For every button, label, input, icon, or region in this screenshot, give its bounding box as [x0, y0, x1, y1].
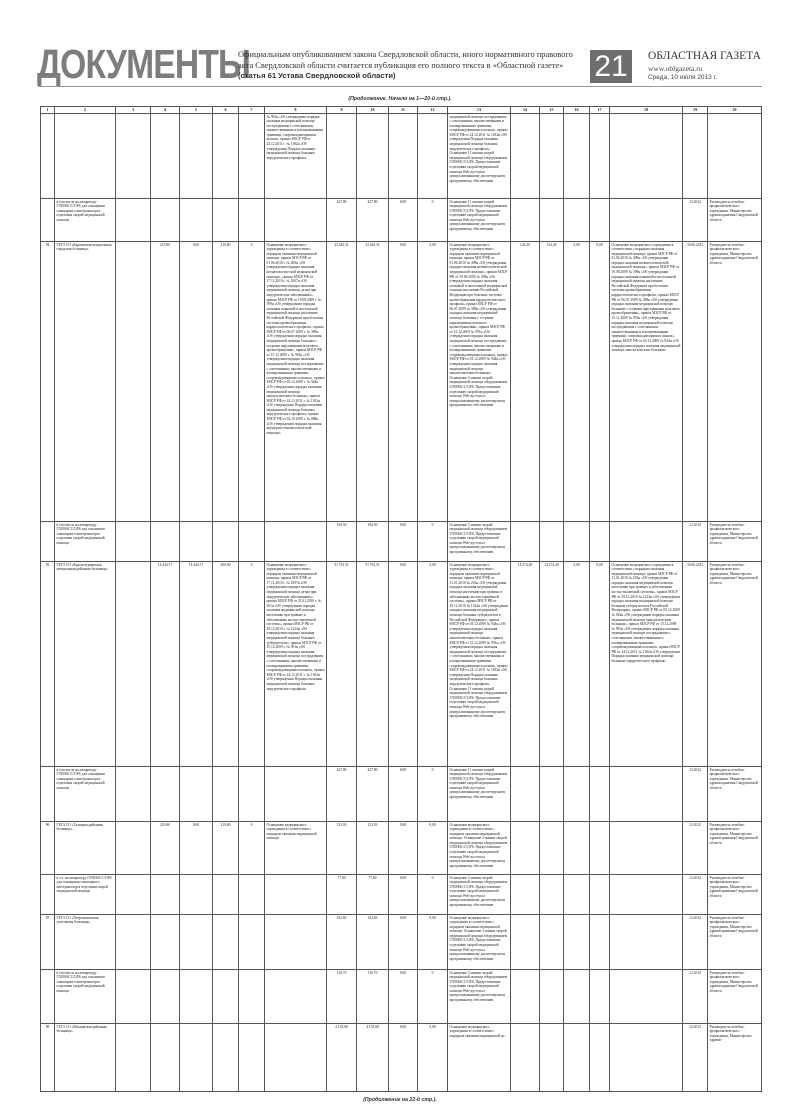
table-cell [540, 113, 564, 198]
table-cell: 97 [41, 914, 55, 969]
table-cell [590, 113, 610, 198]
column-header: 3 [116, 107, 151, 114]
table-cell [590, 521, 610, 561]
table-cell [213, 113, 239, 198]
table-cell: Руководитель лечебно-профилактического учреждения, Министерство здравоохранения Свердловской области [708, 198, 762, 241]
table-cell: 0,00 [418, 561, 448, 766]
column-header: 15 [540, 107, 564, 114]
table-cell: 162,83 [327, 914, 357, 969]
table-cell: 427,90 [327, 766, 357, 821]
table-cell [180, 1023, 213, 1091]
table-cell: 95 [41, 561, 55, 766]
table-cell: 194,50 [357, 521, 389, 561]
table-cell: 14 274,28 [511, 561, 540, 766]
table-cell: 123,93 [327, 821, 357, 874]
column-header: 10 [357, 107, 389, 114]
table-cell [265, 969, 327, 1023]
table-row [41, 969, 762, 1023]
table-cell: 12.2012 [683, 198, 708, 241]
column-header: 9 [327, 107, 357, 114]
table-cell: медицинской помощи пострадавшим с сочетанными, множественными и изолированными травмами, сопровождающимися шоком», приказ МЗСР РФ от 24.12.2011 № 1182н «Об утверждении Порядка оказания медицинской помощи больным хирургического профиля». Оснащение 11 машин скорой медицинской помощи оборудованием ГЛОНАСС/GPS. Предоставление отделению скорой медицинской помощи Web-доступа к централизованному диспетчерскому программному обеспечению [448, 113, 511, 198]
table-cell [116, 821, 151, 874]
table-cell [590, 821, 610, 874]
table-cell [180, 113, 213, 198]
table-cell [116, 241, 151, 521]
table-cell [41, 521, 55, 561]
table-cell [213, 914, 239, 969]
table-cell: ГБУЗ СО «Махневская районная больница» [55, 1023, 116, 1091]
table-cell: Оснащение медицинского учреждения в соответствии с порядком оказания медицинской помощи. Оснащение 3 машин скорой медицинской помощи оборудованием ГЛОНАСС/GPS. Предоставление отделению скорой медицинской помощи Web-доступа к централизованному диспетчерскому программному обеспечению [448, 914, 511, 969]
table-cell: 427,90 [357, 198, 389, 241]
section-title: ДОКУМЕНТЫ [37, 41, 251, 87]
table-cell: 0,00 [418, 241, 448, 521]
table-cell: № 991н «Об утверждении порядка оказания медицинской помощи пострадавшим с сочетанными, множественными и изолированными травмами, сопровождающимися шоком», приказ МЗСР РФ от 24.12.2011 г. № 1182н «Об утверждении Порядка оказания медицинской помощи больным хирургического профиля» [265, 113, 327, 198]
table-cell [564, 969, 590, 1023]
table-cell: 124,30 [540, 241, 564, 521]
table-cell [239, 969, 265, 1023]
table-cell: 0,00 [418, 821, 448, 874]
table-cell [151, 1023, 180, 1091]
table-cell: Оснащение медицинского учреждения в соответствии с порядком оказания медицинской помощи [265, 821, 327, 874]
table-cell [610, 521, 683, 561]
table-cell [239, 198, 265, 241]
table-cell: Оснащение медицинского учреждения в соответствии с порядком оказания медицинской помощи: приказ МЗСР РФ от 01.06.2010 № 409н «Об утверждении порядка оказания неонатологической медицинской помощи», приказ МЗСР РФ от 19.08.2009 № 599н «Об утверждении порядка оказания плановой и неотложной медицинской помощи населению Российской Федерации при болезнях системы кровообращения кардиологического профиля», приказ МЗСР РФ от 06.07.2009 № 389н «Об утверждении порядка оказания медицинской помощи больным с острыми нарушениями мозгового кровообращения», приказ МЗСР РФ от 15.12.2009 № 991н «Об утверждении порядка оказания медицинской помощи пострадавшим с сочетанными, множественными и изолированными травмами, сопровождающимися шоком», приказ МЗСР РФ от 03.12.2009 № 944н «Об утверждении порядка оказания медицинской помощи онкологическим больным» [610, 241, 683, 521]
table-cell: 219,80 [213, 241, 239, 521]
table-cell: 51 761,51 [327, 561, 357, 766]
table-cell [610, 766, 683, 821]
table-cell [41, 198, 55, 241]
table-cell: 0,00 [389, 766, 418, 821]
table-cell: 124,30 [511, 241, 540, 521]
table-cell: 0 [418, 521, 448, 561]
table-cell [151, 874, 180, 914]
column-header: 6 [213, 107, 239, 114]
table-cell [116, 198, 151, 241]
data-table [40, 106, 762, 1092]
table-cell: 219,80 [213, 821, 239, 874]
table-cell: 0,00 [180, 821, 213, 874]
table-cell [511, 821, 540, 874]
table-cell [389, 113, 418, 198]
table-cell: Оснащение медицинского учреждения в соответствии с порядком оказания медицинской помощи: приказ МЗСР РФ от 31.01.2010 № 201н «Об утверждении порядка оказания медицинской помощи населению при травмах и заболеваниях костно-мышечной системы», приказ МЗСР РФ от 29.12.2010 № 1224н «Об утверждении порядка оказания медицинской помощи больным туберкулезом в Российской Федерации», приказ МЗСР РФ от 03.12.2009 № 944н «Об утверждении порядка оказания медицинской помощи онкологическим больным», приказ МЗСР РФ от 15.12.2009 № 991н «Об утверждении порядка оказания медицинской помощи пострадавшим с сочетанными, множественными и изолированными травмами, сопровождающимися шоком», приказ МЗСР РФ от 24.12.2011 № 1182н «Об утверждении Порядка оказания медицинской помощи больным хирургического профиля» [610, 561, 683, 766]
table-row [41, 561, 762, 766]
table-cell [116, 113, 151, 198]
issue-date: Среда, 10 июля 2013 г. [648, 74, 717, 81]
table-cell: Оснащение медицинского учреждения в соответствии с порядком оказания медицинской по- [448, 1023, 511, 1091]
table-cell: 0,00 [389, 198, 418, 241]
table-cell: 194,50 [327, 521, 357, 561]
table-cell [239, 766, 265, 821]
table-cell [180, 198, 213, 241]
table-cell: в том числе на аппаратуру ГЛОНАСС/GPS для оснащения санитарного автотранспорта отделения скорой медицинской помощи [55, 198, 116, 241]
table-cell: Оснащение 2 машин скорой медицинской помощи оборудованием ГЛОНАСС/GPS. Предоставление отделению скорой медицинской помощи Web-доступа к централизованному диспетчерскому программному обеспечению [448, 874, 511, 914]
table-cell [511, 914, 540, 969]
table-cell [564, 914, 590, 969]
table-cell: Руководитель лечебно-профилактического учреждения, Министерство здравоохранения Свердловской области [708, 241, 762, 521]
table-cell: 4 135,68 [357, 1023, 389, 1091]
table-cell: 14 444,71 [151, 561, 180, 766]
table-cell: 0 [239, 561, 265, 766]
table-cell [683, 113, 708, 198]
table-cell [213, 521, 239, 561]
table-cell: Оснащение медицинского учреждения в соответствии с порядком оказания медицинской помощи: приказ МЗСР РФ от 01.06.2010 г. № 409н «Об утверждении порядка оказания неонатологической медицинской помощи», приказ МЗСР РФ от 17.11.2010 г. № 1007н «Об утверждении порядка оказания медицинской помощи детям при хирургических заболеваниях», приказ МЗСР РФ от 19.08.2009 г. № 599н «Об утверждении порядка оказания плановой и неотложной медицинской помощи населению Российской Федерации при болезнях системы кровообращения кардиологического профиля», приказ МЗСР РФ от 06.07.2009 г. № 389н «Об утверждении порядка оказания медицинской помощи больным с острыми нарушениями мозгового кровообращения», приказ МЗСР РФ от 15.12.2009 г. № 991н «Об утверждении порядка оказания медицинской помощи пострадавшим с сочетанными, множественными и изолированными травмами, сопровождающимися шоком», приказ МЗСР РФ от 03.12.2009 г. № 944н «Об утверждении порядка оказания медицинской помощи онкологическим больным», приказ МЗСР РФ от 24.12.2011 г. № 1182н «Об утверждении Порядка оказания медицинской помощи больным хирургического профиля», приказ МЗСР РФ от 02.10.2009 г. № 808н «Об утверждении порядка оказания акушерско-гинекологической помощи» [265, 241, 327, 521]
table-cell [610, 914, 683, 969]
table-cell: ГБУЗ СО «Петрокаменская участковая больница» [55, 914, 116, 969]
table-cell [213, 874, 239, 914]
table-cell: 0 [418, 766, 448, 821]
table-cell [239, 874, 265, 914]
table-cell: ГБУЗ СО «Карпинская центральная городская больница» [55, 241, 116, 521]
table-cell: 427,90 [327, 198, 357, 241]
table-cell: ГБУЗ СО «Талицкая районная больница» [55, 821, 116, 874]
column-header: 14 [511, 107, 540, 114]
table-cell: 123,93 [357, 821, 389, 874]
table-cell [357, 113, 389, 198]
table-cell: 23 445,31 [357, 241, 389, 521]
column-header: 8 [265, 107, 327, 114]
column-header: 18 [610, 107, 683, 114]
table-cell [590, 766, 610, 821]
table-row [41, 914, 762, 969]
table-cell [265, 914, 327, 969]
table-cell: 51 761,51 [357, 561, 389, 766]
table-cell: 0,00 [389, 561, 418, 766]
table-cell [564, 766, 590, 821]
table-cell: 98 [41, 1023, 55, 1091]
table-cell [265, 521, 327, 561]
table-cell: 0,00 [590, 241, 610, 521]
table-cell: Оснащение медицинского учреждения в соответствии с порядком оказания медицинской помощи: приказ МЗСР РФ от 17.11.2010 г. № 1007н «Об утверждении порядка оказания медицинской помощи детям при хирургических заболеваниях», приказ МЗСР РФ от 31.01.2010 г. № 201н «Об утверждении порядка оказания медицинской помощи населению при травмах и заболеваниях костно-мышечной системы», приказ МЗСР РФ от 29.12.2010 г. № 1224н «Об утверждении порядка оказания медицинской помощи больным туберкулезом», приказ МЗСР РФ от 15.12.2009 г. № 991н «Об утверждении порядка оказания медицинской помощи пострадавшим с сочетанными, множественными и изолированными травмами, сопровождающимися шоком», приказ МЗСР РФ от 24.12.2011 г. № 1182н «Об утверждении Порядка оказания медицинской помощи больным хирургического профиля» [265, 561, 327, 766]
table-cell: 14 444,71 [180, 561, 213, 766]
column-header: 13 [448, 107, 511, 114]
table-cell: 30.06.2013 [683, 561, 708, 766]
table-cell [540, 198, 564, 241]
column-header: 19 [683, 107, 708, 114]
continuation-bottom: (Продолжение на 22-й стр.). [363, 1097, 437, 1103]
column-header: 11 [389, 107, 418, 114]
table-cell [116, 969, 151, 1023]
table-cell [265, 874, 327, 914]
table-cell: 12.2012 [683, 874, 708, 914]
table-cell [41, 766, 55, 821]
table-cell [511, 1023, 540, 1091]
table-cell [540, 969, 564, 1023]
table-cell: 427,90 [357, 766, 389, 821]
table-cell [151, 766, 180, 821]
table-cell [564, 113, 590, 198]
table-cell [213, 1023, 239, 1091]
table-cell: Руководитель лечебно-профилактического учреждения, Министерство здравоохранения Свердловской области [708, 874, 762, 914]
table-cell [213, 969, 239, 1023]
table-cell: Оснащение 3 машин скорой медицинской помощи оборудованием ГЛОНАСС/GPS. Предоставление отделению скорой медицинской помощи Web-доступа к централизованному диспетчерскому программному обеспечению [448, 969, 511, 1023]
table-cell [213, 198, 239, 241]
table-cell: 0,00 [389, 821, 418, 874]
table-cell [590, 1023, 610, 1091]
table-cell [610, 1023, 683, 1091]
table-cell: в том числе на аппаратуру ГЛОНАСС/GPS для оснащения санитарного автотранспорта отделения скорой медицинской помощи [55, 766, 116, 821]
table-cell [41, 113, 55, 198]
table-cell: 0,00 [389, 914, 418, 969]
table-cell: Руководитель лечебно-профилактического учреждения, Министерство здравоохранения Свердловской области [708, 969, 762, 1023]
table-cell [511, 113, 540, 198]
table-cell [590, 874, 610, 914]
table-cell: 12.2012 [683, 969, 708, 1023]
table-cell [239, 914, 265, 969]
table-cell [708, 113, 762, 198]
table-cell [564, 874, 590, 914]
table-cell [180, 914, 213, 969]
page-number: 21 [590, 50, 632, 83]
table-cell [511, 766, 540, 821]
table-cell: Оснащение 5 машин скорой медицинской помощи оборудованием ГЛОНАСС/GPS. Предоставление отделению скорой медицинской помощи Web-доступа к централизованному диспетчерскому программному обеспечению [448, 521, 511, 561]
table-cell: 0,00 [418, 914, 448, 969]
table-cell: 77,80 [327, 874, 357, 914]
table-cell: 77,80 [357, 874, 389, 914]
table-cell [116, 1023, 151, 1091]
table-row [41, 113, 762, 198]
table-cell [180, 969, 213, 1023]
table-cell [151, 198, 180, 241]
table-cell [116, 874, 151, 914]
publication-notice [238, 50, 588, 82]
table-cell: 12.2012 [683, 821, 708, 874]
table-cell [590, 914, 610, 969]
table-cell: 0,00 [389, 969, 418, 1023]
table-cell: 0 [418, 969, 448, 1023]
table-cell [610, 113, 683, 198]
table-cell [239, 113, 265, 198]
table-cell: 116,70 [327, 969, 357, 1023]
table-cell: Оснащение 11 машин скорой медицинской помощи оборудованием ГЛОНАСС/GPS. Предоставление отделению скорой медицинской помощи Web-доступа к централизованному диспетчерскому программному обеспечению [448, 198, 511, 241]
table-cell: 0,00 [389, 521, 418, 561]
table-cell: 200,00 [213, 561, 239, 766]
table-cell: Оснащение 11 машин скорой медицинской помощи оборудованием ГЛОНАСС/GPS. Предоставление отделению скорой медицинской помощи Web-доступа к централизованному диспетчерскому программному обеспечению [448, 766, 511, 821]
table-cell [511, 521, 540, 561]
table-cell: Руководитель лечебно-профилактического учреждения, Министерство здравоохранения Свердловской области [708, 521, 762, 561]
table-cell: 12.2012 [683, 914, 708, 969]
table-cell [151, 914, 180, 969]
notice-bold: (статья 61 Устава Свердловской области) [238, 71, 396, 81]
table-cell: 162,83 [357, 914, 389, 969]
table-cell [540, 766, 564, 821]
table-cell: Руководитель лечебно-профилактического учреждения, Министерство здравоохранения Свердловской области [708, 561, 762, 766]
table-cell [610, 874, 683, 914]
table-cell [116, 521, 151, 561]
table-cell [564, 821, 590, 874]
table-cell [610, 821, 683, 874]
table-cell: 0,00 [180, 241, 213, 521]
table-cell [564, 198, 590, 241]
continuation-top: (Продолжение. Начало на 1—20-й стр.). [348, 96, 452, 102]
table-cell: 30.06.2013 [683, 241, 708, 521]
table-cell: Руководитель лечебно-профилактического учреждения, Министерство здравоохранения Свердловской области [708, 821, 762, 874]
table-cell [610, 198, 683, 241]
table-cell: в том числе на аппаратуру ГЛОНАСС/GPS для оснащения санитарного автотранспорта отделения скорой медицинской помощи [55, 969, 116, 1023]
table-cell [41, 969, 55, 1023]
column-header: 5 [180, 107, 213, 114]
column-header: 7 [239, 107, 265, 114]
table-cell: 94 [41, 241, 55, 521]
table-cell [116, 766, 151, 821]
table-cell: 116,70 [357, 969, 389, 1023]
table-cell [327, 113, 357, 198]
table-cell [590, 969, 610, 1023]
table-cell [239, 521, 265, 561]
table-cell: 0,00 [590, 561, 610, 766]
table-cell: 0,00 [389, 241, 418, 521]
table-cell: 0 [418, 198, 448, 241]
table-cell [540, 914, 564, 969]
table-cell [180, 766, 213, 821]
table-cell: 0 [239, 821, 265, 874]
table-cell [151, 969, 180, 1023]
table-cell [540, 521, 564, 561]
table-cell [213, 766, 239, 821]
column-header: 20 [708, 107, 762, 114]
table-cell: 0,00 [389, 874, 418, 914]
table-row [41, 1023, 762, 1091]
table-cell [511, 969, 540, 1023]
column-header: 2 [55, 107, 116, 114]
table-cell [151, 113, 180, 198]
table-cell: Оснащение медицинского учреждения в соответствии с порядком оказания медицинской помощи: приказ МЗСР РФ от 01.06.2010 № 409н «Об утверждении порядка оказания неонатологической медицинской помощи», приказ МЗСР РФ от 19.08.2009 № 599н «Об утверждении порядка оказания плановой и неотложной медицинской помощи населению Российской Федерации при болезнях системы кровообращения кардиологического профиля», приказ МЗСР РФ от 06.07.2009 № 389н «Об утверждении порядка оказания медицинской помощи больным с острыми нарушениями мозгового кровообращения», приказ МЗСР РФ от 15.12.2009 № 991н «Об утверждении порядка оказания медицинской помощи пострадавшим с сочетанными, множественными и изолированными травмами, сопровождающимися шоком», приказ МЗСР РФ от 03.12.2009 № 944н «Об утверждении порядка оказания медицинской помощи онкологическим больным». Оснащение 5 машин скорой медицинской помощи оборудованием ГЛОНАСС/GPS. Предоставление отделению скорой медицинской помощи Web-доступа к централизованному диспетчерскому программному обеспечению [448, 241, 511, 521]
table-cell: 0,00 [418, 1023, 448, 1091]
column-header: 1 [41, 107, 55, 114]
table-cell: 219,80 [151, 241, 180, 521]
table-cell [265, 198, 327, 241]
notice-text: Официальным опубликованием закона Свердловской области, иного нормативного правового акта Свердловской области считается публикация его полного текста в «Областной газете» [238, 50, 573, 70]
table-cell [239, 1023, 265, 1091]
table-row [41, 766, 762, 821]
table-cell: 12.2012 [683, 766, 708, 821]
table-cell: ГБУЗ СО «Краснотурьинская центральная районная больница» [55, 561, 116, 766]
column-header: 16 [564, 107, 590, 114]
table-cell [540, 874, 564, 914]
header-rule [38, 86, 762, 87]
table-cell: 12.2012 [683, 521, 708, 561]
table-cell: 0,00 [389, 1023, 418, 1091]
table-cell [418, 113, 448, 198]
table-cell [180, 874, 213, 914]
table-cell: 0 [418, 874, 448, 914]
table-cell: Руководитель лечебно-профилактического учреждения, Министерство здравоохранения Свердловской области [708, 914, 762, 969]
table-cell: 0,00 [564, 561, 590, 766]
column-header: 17 [590, 107, 610, 114]
table-cell: 96 [41, 821, 55, 874]
table-row [41, 241, 762, 521]
table-cell: в т.ч. на аппаратуру ГЛОНАСС/GPS для оснащения санитарного автотранспорта отделения скорой медицинской помощи [55, 874, 116, 914]
table-cell: Руководитель лечебно-профилактического учреждения, Министерство здравоо- [708, 1023, 762, 1091]
table-cell [540, 821, 564, 874]
table-row [41, 521, 762, 561]
table-cell [265, 766, 327, 821]
table-cell [540, 1023, 564, 1091]
table-row [41, 198, 762, 241]
table-cell: Оснащение медицинского учреждения в соответствии с порядком оказания медицинской помощи: приказ МЗСР РФ от 31.01.2010 № 201н «Об утверждении порядка оказания медицинской помощи населению при травмах и заболеваниях костно-мышечной системы», приказ МЗСР РФ от 29.12.2010 № 1224н «Об утверждении порядка оказания медицинской помощи больным туберкулезом в Российской Федерации», приказ МЗСР РФ от 03.12.2009 № 944н «Об утверждении порядка оказания медицинской помощи онкологическим больным», приказ МЗСР РФ от 15.12.2009 № 991н «Об утверждении порядка оказания медицинской помощи пострадавшим с сочетанными, множественными и изолированными травмами, сопровождающимися шоком», приказ МЗСР РФ от 24.12.2011 № 1182н «Об утверждении Порядка оказания медицинской помощи больным хирургического профиля». Оснащение 11 машин скорой медицинской помощи оборудованием ГЛОНАСС/GPS. Предоставление отделению скорой медицинской помощи Web-доступа к централизованному диспетчерскому программному обеспечению [448, 561, 511, 766]
table-cell: 0 [239, 241, 265, 521]
column-header: 12 [418, 107, 448, 114]
table-cell: 219,80 [151, 821, 180, 874]
table-cell [564, 1023, 590, 1091]
table-cell [180, 521, 213, 561]
table-row [41, 821, 762, 874]
newspaper-url[interactable]: www.oblgazeta.ru [648, 64, 703, 73]
table-cell: 23 445,31 [327, 241, 357, 521]
table-cell [590, 198, 610, 241]
table-cell: 0,00 [564, 241, 590, 521]
table-row [41, 874, 762, 914]
column-header: 4 [151, 107, 180, 114]
table-cell [511, 198, 540, 241]
table-cell: 14 274,28 [540, 561, 564, 766]
newspaper-name: ОБЛАСТНАЯ ГАЗЕТА [648, 50, 761, 62]
table-cell [564, 521, 590, 561]
table-cell: в том числе на аппаратуру ГЛОНАСС/GPS для оснащения санитарного автотранспорта отделения скорой медицинской помощи [55, 521, 116, 561]
table-cell: Руководитель лечебно-профилактического учреждения, Министерство здравоохранения Свердловской области [708, 766, 762, 821]
table-cell [151, 521, 180, 561]
table-cell: Оснащение медицинского учреждения в соответствии с порядком оказания медицинской помощи. Оснащение 2 машин скорой медицинской помощи оборудованием ГЛОНАСС/GPS. Предоставление отделению скорой медицинской помощи Web-доступа к централизованному диспетчерскому программному обеспечению [448, 821, 511, 874]
table-cell [116, 561, 151, 766]
table-cell [265, 1023, 327, 1091]
table-cell [511, 874, 540, 914]
table-cell [610, 969, 683, 1023]
table-cell: 4 135,68 [327, 1023, 357, 1091]
table-cell [55, 113, 116, 198]
table-cell [116, 914, 151, 969]
table-cell [41, 874, 55, 914]
table-cell: 12.2012 [683, 1023, 708, 1091]
